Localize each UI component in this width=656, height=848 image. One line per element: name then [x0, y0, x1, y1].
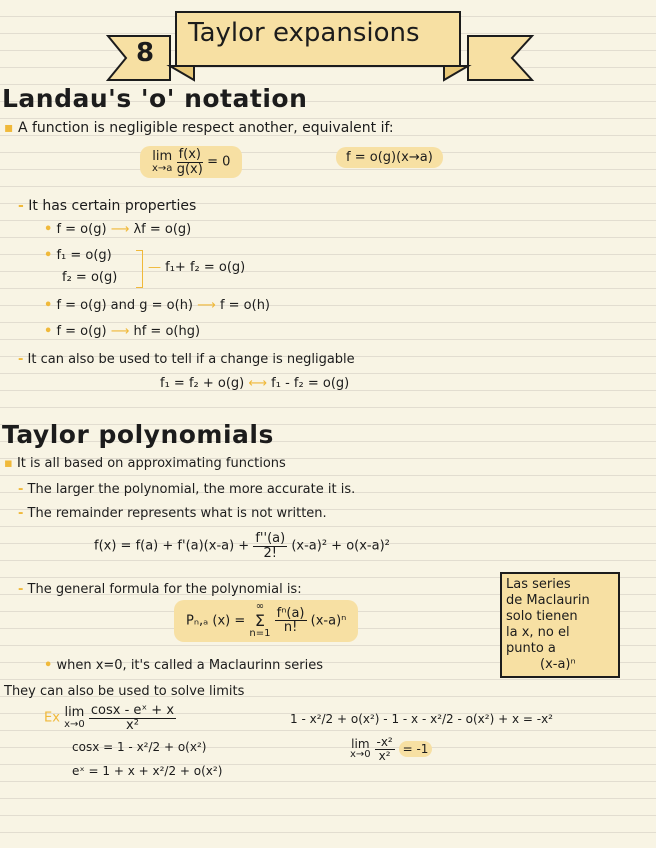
side-note-line: Las series [506, 577, 571, 592]
bracket-icon [136, 250, 143, 288]
properties-intro [18, 198, 196, 214]
double-arrow-icon: ⟷ [248, 376, 268, 391]
sum-bottom: n=1 [249, 628, 271, 640]
ex-frac-den: x² [126, 717, 139, 733]
property-sum [44, 248, 112, 263]
res-lim-sub: x→0 [350, 749, 371, 761]
general-formula-intro [18, 582, 302, 597]
pna-label: Pₙ,ₐ (x) = [186, 613, 246, 629]
prop2-f1: f₁ = o(g) [56, 248, 112, 263]
second-order-expansion [94, 532, 390, 560]
bullet-icon: ▪ [4, 120, 14, 136]
example-label: Ex [44, 710, 60, 726]
prop2-f2: f₂ = o(g) [62, 270, 118, 285]
taylor-intro-text: It is all based on approximating functions [16, 456, 286, 471]
definition-notation: f = o(g)(x→a) [336, 147, 443, 168]
change-intro [18, 352, 355, 367]
result-limit [350, 736, 432, 762]
property-transitive [44, 298, 270, 313]
prop4-right: hf = o(hg) [133, 324, 201, 339]
remainder-text: The remainder represents what is not written. [27, 506, 327, 521]
prop1-left: f = o(g) [56, 222, 107, 237]
general-frac-den: n! [283, 620, 298, 636]
exp-expansion: eˣ = 1 + x + x²/2 + o(x²) [72, 764, 223, 778]
larger-text: The larger the polynomial, the more accurate it is. [27, 482, 356, 497]
cos-expansion: cosx = 1 - x²/2 + o(x²) [72, 740, 207, 754]
lim-word: lim [152, 149, 173, 165]
definition-limit [140, 146, 242, 178]
remainder-line [18, 506, 327, 521]
side-note-line: la x, no el [506, 625, 570, 640]
ex-lim-word: lim [64, 705, 85, 721]
expansion-left: f(x) = f(a) + f'(a)(x-a) + [94, 538, 250, 554]
dash-icon: - [18, 198, 24, 214]
dash-icon: - [18, 582, 24, 597]
side-note-line: solo tienen [506, 609, 578, 624]
page-title: Taylor expansions [188, 18, 420, 48]
intro-text: A function is negligible respect another, equivalent if: [17, 120, 394, 136]
prop4-left: f = o(g) [56, 324, 107, 339]
side-note-line: (x-a)ⁿ [540, 657, 576, 672]
taylor-intro [4, 456, 286, 471]
dash-icon: - [18, 482, 24, 497]
res-lim-word: lim [351, 736, 370, 751]
example-limit [44, 704, 176, 732]
lim-sub: x→a [152, 162, 173, 174]
prop3-left: f = o(g) and g = o(h) [56, 298, 194, 313]
side-note-line: de Maclaurin [506, 593, 590, 608]
arrow-right-icon: ⟶ [110, 222, 130, 237]
res-frac-den: x² [378, 748, 391, 763]
property-product [44, 324, 200, 339]
dash-icon: - [18, 352, 24, 367]
expansion-frac-den: 2! [263, 545, 277, 561]
side-note [500, 572, 620, 678]
general-frac-num: fⁿ(a) [276, 605, 305, 621]
change-right: f₁ - f₂ = o(g) [271, 376, 350, 391]
arrow-right-icon: ⟶ [110, 324, 130, 339]
general-tail: (x-a)ⁿ [310, 613, 347, 629]
properties-intro-text: It has certain properties [28, 198, 197, 214]
section-heading-landau: Landau's 'o' notation [2, 84, 308, 113]
side-note-line: punto a [506, 641, 556, 656]
bullet-icon: • [44, 248, 53, 263]
general-formula-text: The general formula for the polynomial is: [27, 582, 302, 597]
prop2-result [148, 260, 245, 275]
property-scalar [44, 222, 191, 237]
expansion-right: (x-a)² + o(x-a)² [291, 538, 390, 554]
change-equivalence [160, 376, 349, 391]
prop3-right: f = o(h) [219, 298, 271, 313]
maclaurin-line [44, 658, 323, 673]
expansion-frac-num: f''(a) [255, 531, 286, 546]
frac-den: g(x) [176, 161, 203, 177]
change-left: f₁ = f₂ + o(g) [160, 376, 245, 391]
arrow-right-icon: ⟶ [197, 298, 216, 313]
larger-line [18, 482, 355, 497]
result-value: = -1 [399, 741, 433, 757]
maclaurin-text: when x=0, it's called a Maclaurinn series [56, 658, 324, 673]
intro-line [4, 120, 394, 136]
bullet-icon: • [44, 298, 53, 313]
ex-frac-num: cosx - eˣ + x [90, 703, 175, 718]
change-intro-text: It can also be used to tell if a change is negligable [27, 352, 355, 367]
bullet-icon: • [44, 658, 53, 673]
bullet-icon: • [44, 222, 53, 237]
ex-lim-sub: x→0 [64, 718, 85, 730]
dash-icon: - [18, 506, 24, 521]
bullet-icon: • [44, 324, 53, 339]
prop1-right: λf = o(g) [133, 222, 192, 237]
chapter-number: 8 [136, 38, 155, 68]
work-line: 1 - x²/2 + o(x²) - 1 - x - x²/2 - o(x²) + x = -x² [290, 712, 553, 726]
general-formula [174, 600, 358, 642]
sum-icon: Σ [254, 610, 265, 630]
arrow-right-icon: — [148, 260, 161, 275]
sum-top: ∞ [255, 601, 265, 612]
section-heading-taylor: Taylor polynomials [2, 420, 274, 449]
prop2-result-text: f₁+ f₂ = o(g) [165, 260, 246, 275]
res-frac-num: -x² [376, 735, 393, 749]
frac-num: f(x) [178, 147, 201, 162]
bullet-icon: ▪ [4, 456, 13, 471]
limits-line: They can also be used to solve limits [4, 684, 245, 699]
equals-zero: = 0 [207, 154, 231, 170]
